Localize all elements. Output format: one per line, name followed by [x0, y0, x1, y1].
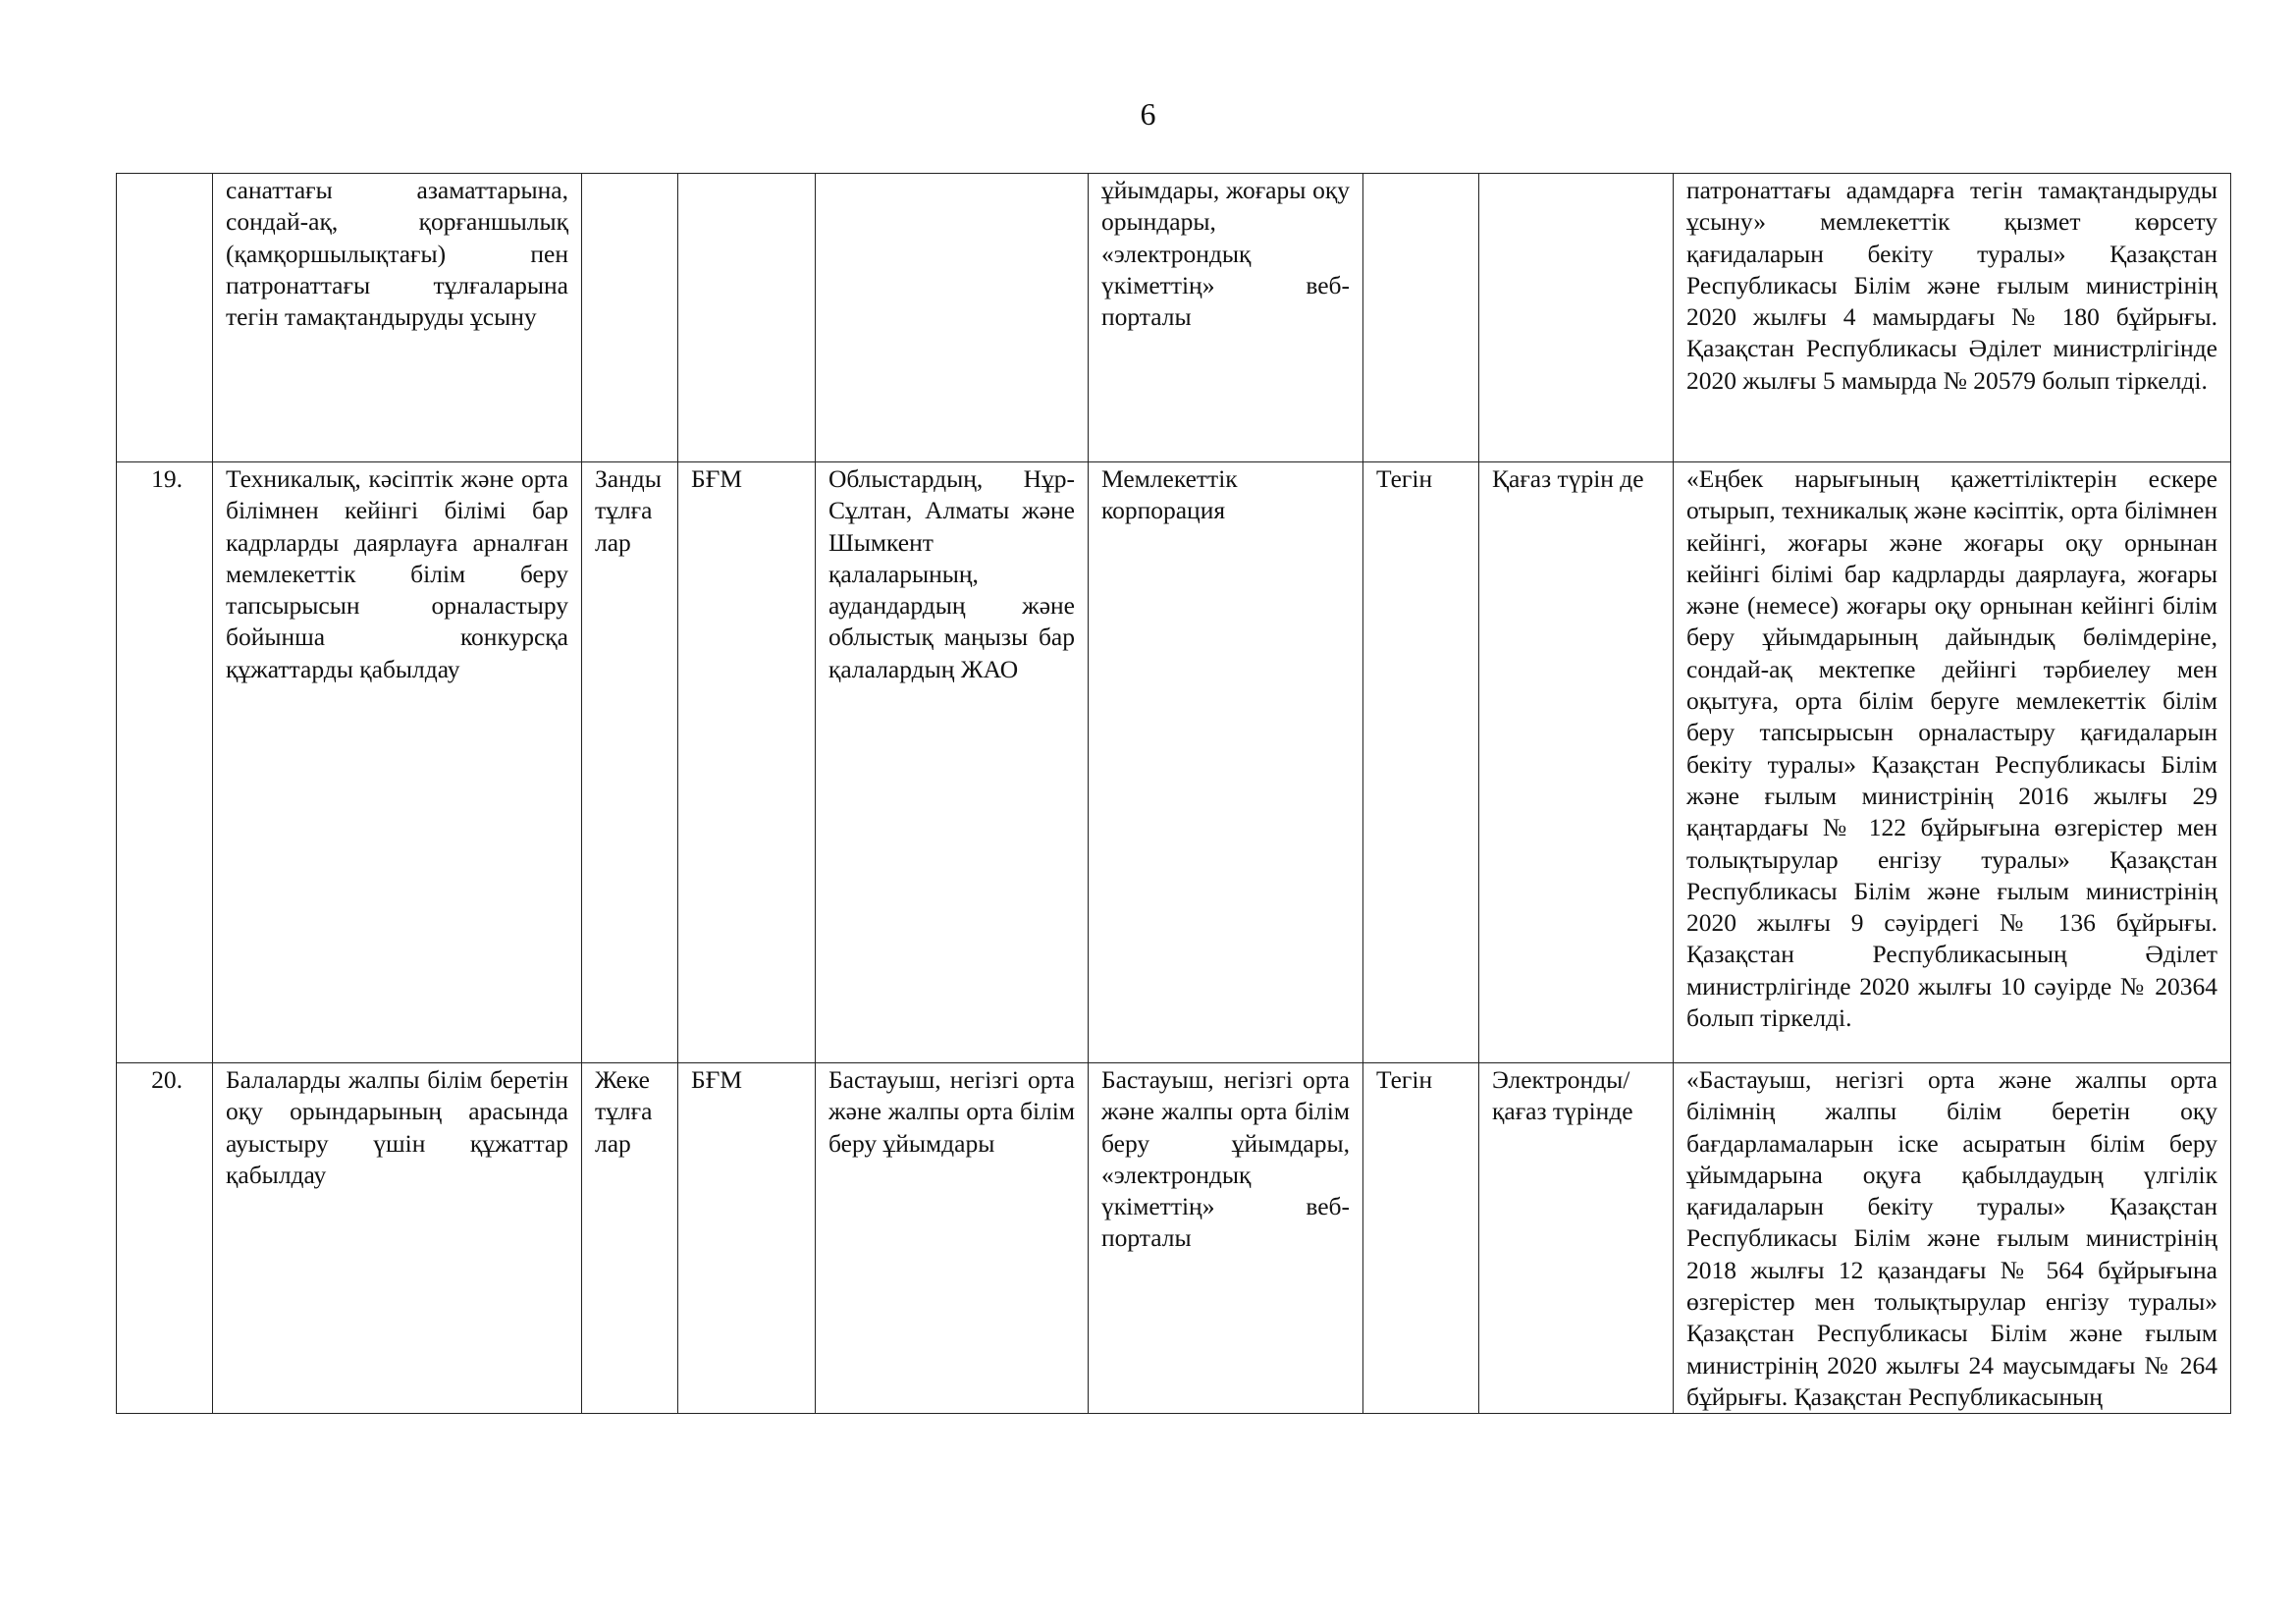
form-cell [1479, 174, 1674, 462]
channel-cell: ұйымдары, жоғары оқу орындары, «электрондық үкіметтің» веб-порталы [1089, 174, 1363, 462]
services-table [116, 173, 2231, 1414]
table-row [117, 1063, 2231, 1414]
service-name-cell: Балаларды жалпы білім беретін оқу орындарының арасында ауыстыру үшін құжаттар қабылдау [213, 1063, 582, 1414]
service-name-cell: Техникалық, кәсіптік және орта білімнен кейінгі білімі бар кадрларды даярлауға арналған мемлекеттік білім беру тапсырысын орналастыру бойынша конкурсқа құжаттарды қабылдау [213, 462, 582, 1063]
form-cell: Электронды/ қағаз түрінде [1479, 1063, 1674, 1414]
row-number-cell: 20. [117, 1063, 213, 1414]
provider-cell: Облыстардың, Нұр-Сұлтан, Алматы және Шымкент қалаларының, аудандардың және облыстық маңызы бар қалалардың ЖАО [816, 462, 1089, 1063]
row-number-cell: 19. [117, 462, 213, 1063]
row-number-cell [117, 174, 213, 462]
legal-basis-cell: «Бастауыш, негізгі орта және жалпы орта білімнің жалпы білім беретін оқу бағдарламаларын іске асыратын білім беру ұйымдарына оқуға қабылдаудың үлгілік қағидаларын бекіту туралы» Қазақстан Республикасы Білім және ғылым министрінің 2018 жылғы 12 қазандағы № 564 бұйрығына өзгерістер мен толықтырулар енгізу туралы» Қазақстан Республикасы Білім және ғылым министрінің 2020 жылғы 24 маусымдағы № 264 бұйрығы. Қазақстан Республикасының [1674, 1063, 2231, 1414]
recipient-cell [582, 174, 678, 462]
table-row [117, 174, 2231, 462]
recipient-cell: Жеке тұлғалар [582, 1063, 678, 1414]
legal-basis-cell: «Еңбек нарығының қажеттіліктерін ескере отырып, техникалық және кәсіптік, орта білімнен кейінгі, жоғары және жоғары оқу орнынан кейінгі білімі бар кадрларды даярлауға, жоғары және (немесе) жоғары оқу орнынан кейінгі білім беру ұйымдарының дайындық бөлімдеріне, сондай-ақ мектепке дейінгі тәрбиелеу мен оқытуға, орта білім беруге мемлекеттік білім беру тапсырысын орналастыру қағидаларын бекіту туралы» Қазақстан Республикасы Білім және ғылым министрінің 2016 жылғы 29 қаңтардағы № 122 бұйрығына өзгерістер мен толықтырулар енгізу туралы» Қазақстан Республикасы Білім және ғылым министрінің 2020 жылғы 9 сәуірдегі № 136 бұйрығы. Қазақстан Республикасының Әділет министрлігінде 2020 жылғы 10 сәуірде № 20364 болып тіркелді. [1674, 462, 2231, 1063]
page-number: 6 [1140, 96, 1156, 132]
service-name-cell: санаттағы азаматтарына, сондай-ақ, қорғаншылық (қамқоршылықтағы) пен патронаттағы тұлғаларына тегін тамақтандыруды ұсыну [213, 174, 582, 462]
authority-cell: БҒМ [678, 1063, 816, 1414]
channel-cell: Бастауыш, негізгі орта және жалпы орта білім беру ұйымдары, «электрондық үкіметтің» веб-порталы [1089, 1063, 1363, 1414]
form-cell: Қағаз түрін де [1479, 462, 1674, 1063]
recipient-cell: Занды тұлғалар [582, 462, 678, 1063]
provider-cell [816, 174, 1089, 462]
cost-cell [1363, 174, 1479, 462]
authority-cell [678, 174, 816, 462]
channel-cell: Мемлекеттік корпорация [1089, 462, 1363, 1063]
cost-cell: Тегін [1363, 1063, 1479, 1414]
provider-cell: Бастауыш, негізгі орта және жалпы орта білім беру ұйымдары [816, 1063, 1089, 1414]
table-row [117, 462, 2231, 1063]
authority-cell: БҒМ [678, 462, 816, 1063]
legal-basis-cell: патронаттағы адамдарға тегін тамақтандыруды ұсыну» мемлекеттік қызмет көрсету қағидаларын бекіту туралы» Қазақстан Республикасы Білім және ғылым министрінің 2020 жылғы 4 мамырдағы № 180 бұйрығы. Қазақстан Республикасы Әділет министрлігінде 2020 жылғы 5 мамырда № 20579 болып тіркелді. [1674, 174, 2231, 462]
cost-cell: Тегін [1363, 462, 1479, 1063]
